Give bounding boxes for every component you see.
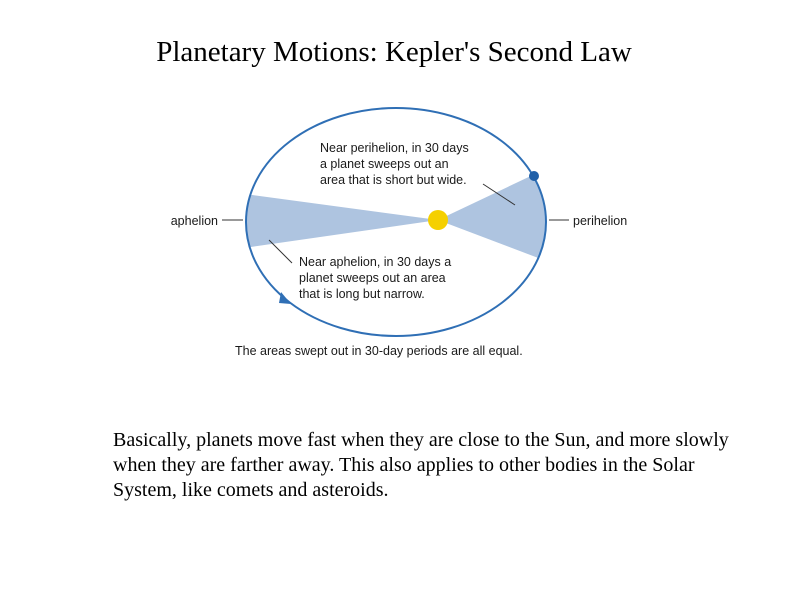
aphelion-note-leader: [269, 240, 292, 263]
slide-title: Planetary Motions: Kepler's Second Law: [156, 36, 632, 68]
explanation-paragraph: Basically, planets move fast when they are close to the Sun, and more slowly when they are farther away. This also applies to other bodies in the Solar System, like comets and asteroids.: [113, 429, 729, 501]
aphelion-note-line-2: planet sweeps out an area: [299, 271, 446, 285]
perihelion-note-line-1: Near perihelion, in 30 days: [320, 141, 469, 155]
aphelion-swept-area: [230, 192, 438, 250]
sun: [428, 210, 448, 230]
planet: [529, 171, 539, 181]
diagram-caption: The areas swept out in 30-day periods are all equal.: [235, 344, 523, 358]
aphelion-label: aphelion: [170, 214, 218, 228]
orbit-direction-arrow-icon: [279, 292, 291, 304]
perihelion-note-line-3: area that is short but wide.: [320, 173, 467, 187]
aphelion-note-line-1: Near aphelion, in 30 days a: [299, 255, 452, 269]
perihelion-note-line-2: a planet sweeps out an: [320, 157, 449, 171]
aphelion-note-line-3: that is long but narrow.: [299, 287, 425, 301]
perihelion-label: perihelion: [573, 214, 628, 228]
perihelion-swept-area: [438, 174, 570, 270]
